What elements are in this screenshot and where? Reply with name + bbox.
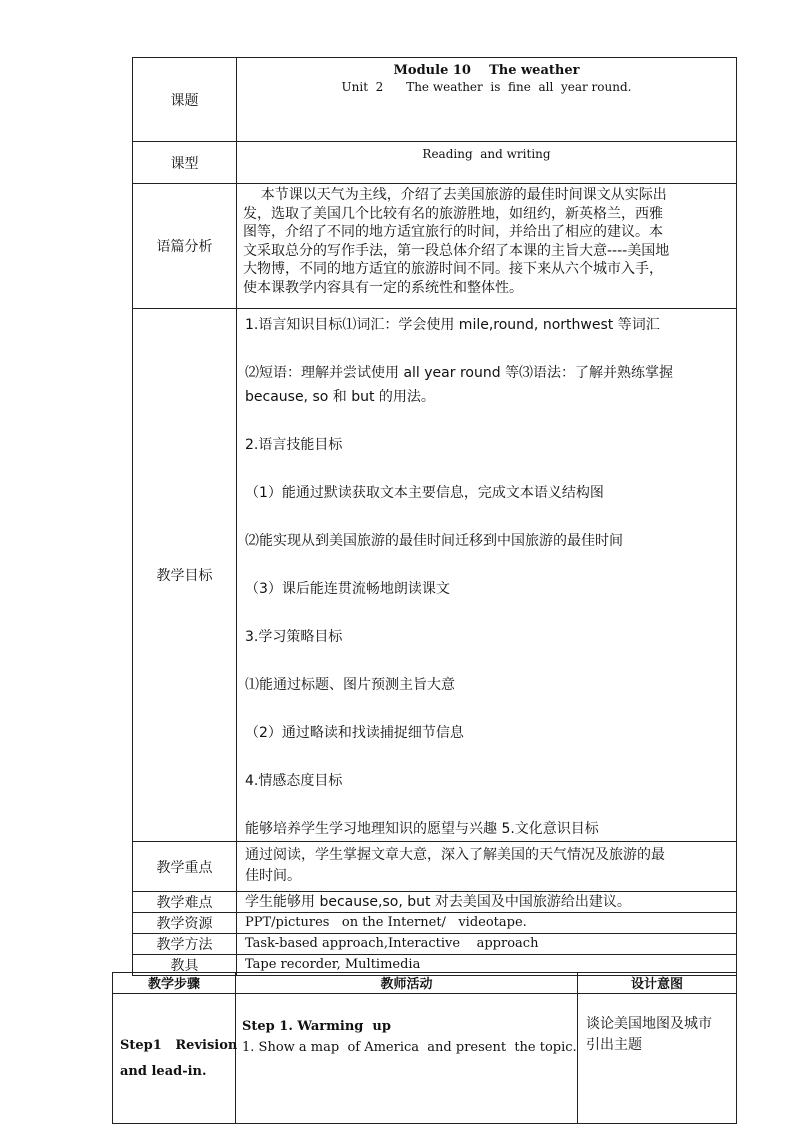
header-teacher-activity: 教师活动 <box>236 973 578 994</box>
activity-text: 1. Show a map of America and present the topic. <box>242 1040 577 1055</box>
objectives-list <box>237 309 736 841</box>
step-name-cell <box>113 994 236 1124</box>
type-label: 课型 <box>133 142 237 184</box>
analysis-cell <box>237 184 737 309</box>
resources-cell <box>237 913 737 934</box>
analysis-text <box>237 184 736 298</box>
objective-line: 3.学习策略目标 <box>245 629 343 645</box>
unit-title: Unit 2 The weather is fine all year round. <box>341 80 632 94</box>
key-points-text <box>237 842 736 887</box>
title-cell <box>237 58 737 142</box>
teacher-activity <box>236 994 577 1058</box>
objective-line: ⑵短语：理解并尝试使用 all year round 等⑶语法：了解并熟练掌握 <box>245 365 674 381</box>
analysis-line: 图等，介绍了不同的地方适宜旅行的时间，并给出了相应的建议。本 <box>243 224 663 241</box>
key-points-cell <box>237 842 737 892</box>
methods-cell <box>237 934 737 955</box>
lesson-info-table <box>132 57 737 976</box>
aids-value: Tape recorder, Multimedia <box>245 957 421 972</box>
step-name <box>113 1033 238 1085</box>
objective-line: 1.语言知识目标⑴词汇：学会使用 mile,round, northwest 等词汇 <box>245 317 660 333</box>
objective-line: （2）通过略读和找读捕捉细节信息 <box>245 725 464 741</box>
objectives-label: 教学目标 <box>133 309 237 842</box>
resources-label: 教学资源 <box>133 913 237 934</box>
analysis-line: 大物博，不同的地方适宜的旅游时间不同。接下来从六个城市入手， <box>243 261 663 278</box>
objective-line: because, so 和 but 的用法。 <box>245 389 435 405</box>
analysis-line: 文采取总分的写作手法，第一段总体介绍了本课的主旨大意----美国地 <box>243 242 670 259</box>
objective-line: （3）课后能连贯流畅地朗读课文 <box>245 581 450 597</box>
key-points-line: 通过阅读，学生掌握文章大意，深入了解美国的天气情况及旅游的最 <box>245 847 665 863</box>
module-title: Module 10 The weather <box>393 63 580 78</box>
teaching-steps-table <box>112 972 737 1124</box>
analysis-label: 语篇分析 <box>133 184 237 309</box>
intent-line: 谈论美国地图及城市 <box>586 1016 712 1032</box>
objective-line: ⑴能通过标题、图片预测主旨大意 <box>245 677 455 693</box>
objective-line: 2.语言技能目标 <box>245 437 343 453</box>
design-intent-cell <box>578 994 737 1124</box>
resources-value: PPT/pictures on the Internet/ videotape. <box>245 915 527 930</box>
difficulty-value: 学生能够用 because,so, but 对去美国及中国旅游给出建议。 <box>245 894 631 910</box>
difficulty-cell <box>237 892 737 913</box>
step-name-line: Step1 Revision <box>120 1037 238 1053</box>
objective-line: 能够培养学生学习地理知识的愿望与兴趣 5.文化意识目标 <box>245 821 599 837</box>
objective-line: （1）能通过默读获取文本主要信息，完成文本语义结构图 <box>245 485 604 501</box>
type-value: Reading and writing <box>422 147 551 161</box>
key-points-line: 佳时间。 <box>245 868 301 884</box>
intent-line: 引出主题 <box>586 1037 642 1053</box>
analysis-line: 使本课教学内容具有一定的系统性和整体性。 <box>243 279 523 296</box>
header-design-intent: 设计意图 <box>578 973 737 994</box>
analysis-line: 本节课以天气为主线，介绍了去美国旅游的最佳时间课文从实际出 <box>243 187 667 203</box>
activity-title: Step 1. Warming up <box>242 1019 391 1034</box>
difficulty-label: 教学难点 <box>133 892 237 913</box>
methods-label: 教学方法 <box>133 934 237 955</box>
methods-value: Task-based approach,Interactive approach <box>245 936 539 951</box>
objective-line: ⑵能实现从到美国旅游的最佳时间迁移到中国旅游的最佳时间 <box>245 533 623 549</box>
type-cell <box>237 142 737 184</box>
step-name-line: and lead-in. <box>120 1063 207 1079</box>
teacher-activity-cell <box>236 994 578 1124</box>
objectives-cell <box>237 309 737 842</box>
title-label: 课题 <box>133 58 237 142</box>
analysis-line: 发，选取了美国几个比较有名的旅游胜地，如纽约，新英格兰，西雅 <box>243 205 663 222</box>
design-intent <box>578 994 736 1056</box>
aids-label: 教具 <box>133 955 237 976</box>
objective-line: 4.情感态度目标 <box>245 773 343 789</box>
header-steps: 教学步骤 <box>113 973 236 994</box>
key-points-label: 教学重点 <box>133 842 237 892</box>
